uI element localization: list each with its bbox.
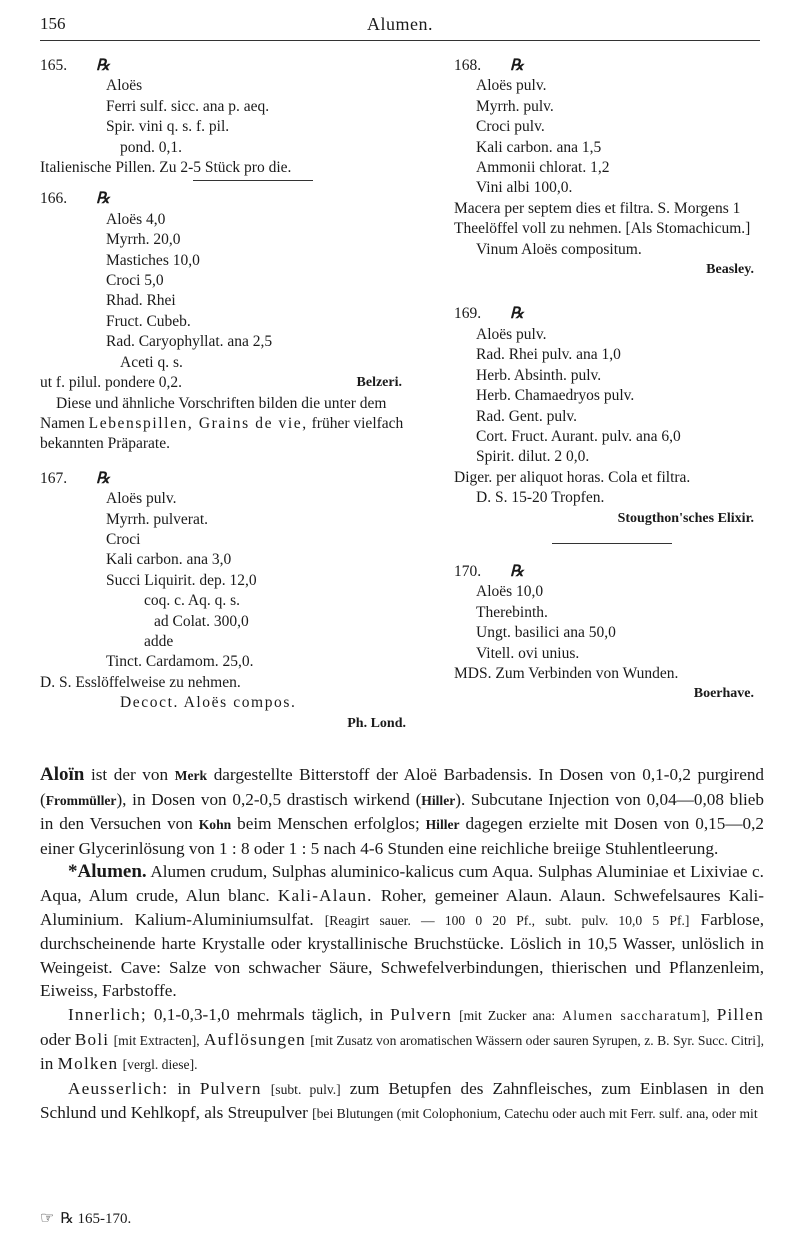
- signature: D. S. 15-20 Tropfen.: [476, 489, 605, 507]
- recipe-number: 169.: [454, 305, 482, 323]
- signature: D. S. Esslöffelweise zu nehmen.: [40, 673, 241, 691]
- recipe-170: [454, 562, 770, 705]
- recipe-number: 165.: [40, 57, 68, 74]
- ingredient: Mastiches 10,0: [106, 251, 200, 269]
- instruction: ad Colat. 300,0: [154, 612, 249, 630]
- recipe-number: 170.: [454, 562, 482, 580]
- instruction: adde: [144, 632, 174, 650]
- ingredient: Ungt. basilici ana 50,0: [476, 624, 616, 642]
- ingredient: Aloës: [106, 77, 143, 95]
- ingredient: Tinct. Cardamom. 25,0.: [106, 653, 254, 671]
- recipe-number: 168.: [454, 57, 482, 74]
- recipe-167: [40, 469, 422, 734]
- recipe-number: 167.: [40, 469, 68, 487]
- recipe-source: Boerhave.: [693, 686, 754, 702]
- ingredient: Vitell. ovi unius.: [476, 644, 580, 662]
- alumen-entry: *Alumen. Alumen crudum, Sulphas aluminico-kalicus cum Aqua. Sulphas Aluminiae et Lixiviae c. Aqua, Alum crude, Alun blanc. Kali-Alaun. Roher, gemeiner Alaun. Alaun. Schwefelsaures Kali-Aluminium. Kalium-Aluminiumsulfat. [Reagirt sauer. — 100 0 20 Pf., subt. pulv. 10,0 5 Pf.] Farblose, durchscheinende harte Krystalle oder krystallinische Bruchstücke. Löslich in 10,5 Wasser, unlöslich in Weingeist. Cave: Salze von schwacher Säure, Schwefelverbindungen, thierischen und Pflanzenleim, Eiweiss, Farbstoffe.: [40, 861, 765, 1001]
- separator: [552, 543, 672, 544]
- instruction: ut f. pilul. pondere 0,2.: [40, 374, 183, 392]
- footer-reference: [40, 1208, 131, 1228]
- ingredient: Myrrh. pulv.: [476, 97, 554, 115]
- recipe-name: Decoct. Aloës compos.: [120, 694, 297, 712]
- author-name: Kohn: [198, 817, 232, 833]
- external-use: Aeusserlich: in Pulvern [subt. pulv.] zum Betupfen des Zahnfleisches, zum Einblasen in den Schlund und Kehlkopf, als Streupulver [bei Blutungen (mit Colophonium, Catechu oder auch mit Ferr. sulf. ana, oder mit: [40, 1078, 765, 1123]
- rx-symbol: ℞: [510, 57, 524, 74]
- recipe-source: Belzeri.: [356, 375, 402, 391]
- body-text: [40, 763, 764, 1126]
- header-rule: [40, 40, 760, 41]
- rx-symbol: ℞: [510, 305, 524, 323]
- page-number: 156: [40, 14, 66, 33]
- internal-use: Innerlich; 0,1-0,3-1,0 mehrmals täglich, in Pulvern [mit Zucker ana: Alumen saccharatum], Pillen oder Boli [mit Extracten], Auflösungen [mit Zusatz von aromatischen Wässern oder sauren Syrupen, z. B. Syr. Succ. Citri], in Molken [vergl. diese].: [40, 1004, 764, 1074]
- ingredient: Rad. Rhei pulv. ana 1,0: [476, 346, 621, 364]
- instruction: coq. c. Aq. q. s.: [144, 592, 241, 610]
- rx-symbol: ℞: [96, 57, 110, 74]
- ingredient: Therebinth.: [476, 603, 548, 621]
- usage-label: Aeusserlich:: [68, 1078, 169, 1098]
- recipe-name: Italienische Pillen. Zu 2-5 Stück pro die.: [40, 159, 292, 177]
- recipe-number: 166.: [40, 190, 68, 208]
- pointing-hand-icon: ☞: [40, 1210, 55, 1227]
- ingredient: Vini albi 100,0.: [476, 179, 573, 197]
- ingredient: Herb. Absinth. pulv.: [476, 366, 602, 384]
- author-name: Merk: [174, 768, 208, 783]
- ingredient: Kali carbon. ana 3,0: [106, 551, 232, 569]
- rx-symbol: ℞: [96, 190, 110, 208]
- price-note: [Reagirt sauer. — 100 0 20 Pf., subt. pulv. 10,0 5 Pf.]: [324, 912, 690, 928]
- ingredient: Aceti q. s.: [120, 353, 183, 371]
- right-column: [454, 56, 770, 705]
- recipe-165: [40, 56, 422, 178]
- ingredient: Spir. vini q. s. f. pil.: [106, 118, 230, 136]
- page-header: [0, 14, 800, 38]
- ingredient: Rad. Caryophyllat. ana 2,5: [106, 333, 273, 351]
- synonym-emphasis: Kali-Alaun.: [277, 885, 373, 905]
- dose-line: pond. 0,1.: [120, 138, 182, 156]
- note-emphasis: Lebenspillen, Grains de vie,: [88, 414, 308, 432]
- author-name: Hiller: [421, 792, 456, 808]
- rx-symbol: ℞: [96, 469, 110, 487]
- ingredient: Croci 5,0: [106, 272, 164, 290]
- ingredient: Succi Liquirit. dep. 12,0: [106, 571, 257, 589]
- author-name: Frommüller: [45, 792, 117, 808]
- entry-term: Aloïn: [40, 764, 85, 785]
- entry-term: *Alumen.: [68, 861, 147, 883]
- recipe-note: Diese und ähnliche Vorschriften bilden die unter dem Namen Lebenspillen, Grains de vie, früher vielfach bekannten Präparate.: [40, 394, 404, 453]
- recipe-166: [40, 189, 422, 454]
- separator: [193, 180, 313, 181]
- ingredient: Aloës pulv.: [106, 490, 177, 508]
- instruction: Macera per septem dies et filtra. S. Morgens 1 Theelöffel voll zu nehmen. [Als Stomachicum.]: [454, 199, 751, 238]
- ingredient: Aloës 4,0: [106, 210, 166, 228]
- ingredient: Ammonii chlorat. 1,2: [476, 159, 610, 177]
- left-column: [40, 56, 422, 734]
- ingredient: Aloës pulv.: [476, 77, 547, 95]
- running-title: Alumen.: [367, 14, 433, 34]
- ingredient: Herb. Chamaedryos pulv.: [476, 387, 635, 405]
- recipe-name: Vinum Aloës compositum.: [476, 240, 642, 258]
- instruction: Diger. per aliquot horas. Cola et filtra.: [454, 468, 691, 486]
- solubility-label: Löslich: [509, 934, 562, 954]
- ingredient: Myrrh. 20,0: [106, 231, 181, 249]
- recipe-168: [454, 56, 770, 280]
- ingredient: Rad. Gent. pulv.: [476, 407, 578, 425]
- footer-text: ℞ 165-170.: [60, 1211, 132, 1227]
- ingredient: Cort. Fruct. Aurant. pulv. ana 6,0: [476, 427, 681, 445]
- ingredient: Myrrh. pulverat.: [106, 510, 209, 528]
- aloin-entry: Aloïn ist der von Merk dargestellte Bitterstoff der Aloë Barbadensis. In Dosen von 0,1-0,2 purgirend (Frommüller), in Dosen von 0,2-0,5 drastisch wirkend (Hiller). Subcutane Injection von 0,04—0,08 blieb in den Versuchen von Kohn beim Menschen erfolglos; Hiller dagegen erzielte mit Dosen von 0,15—0,2 einer Glycerinlösung von 1 : 8 oder 1 : 5 nach 4-6 Stunden eine reichliche breiige Stuhlentleerung.: [40, 764, 765, 858]
- ingredient: Aloës pulv.: [476, 325, 547, 343]
- ingredient: Ferri sulf. sicc. ana p. aeq.: [106, 97, 270, 115]
- ingredient: Croci: [106, 530, 141, 548]
- ingredient: Rhad. Rhei: [106, 292, 176, 310]
- author-name: Hiller: [425, 817, 460, 833]
- recipe-source: Beasley.: [706, 262, 754, 278]
- signature: MDS. Zum Verbinden von Wunden.: [454, 664, 679, 682]
- ingredient: Kali carbon. ana 1,5: [476, 138, 602, 156]
- ingredient: Aloës 10,0: [476, 583, 544, 601]
- rx-symbol: ℞: [510, 562, 524, 580]
- recipe-source: Stougthon'sches Elixir.: [617, 510, 754, 526]
- usage-label: Innerlich;: [68, 1004, 147, 1024]
- recipe-source: Ph. Lond.: [347, 715, 406, 731]
- ingredient: Spirit. dilut. 2 0,0.: [476, 448, 590, 466]
- ingredient: Fruct. Cubeb.: [106, 312, 191, 330]
- ingredient: Croci pulv.: [476, 118, 545, 136]
- recipe-169: [454, 304, 770, 528]
- cave-label: Cave:: [120, 957, 161, 977]
